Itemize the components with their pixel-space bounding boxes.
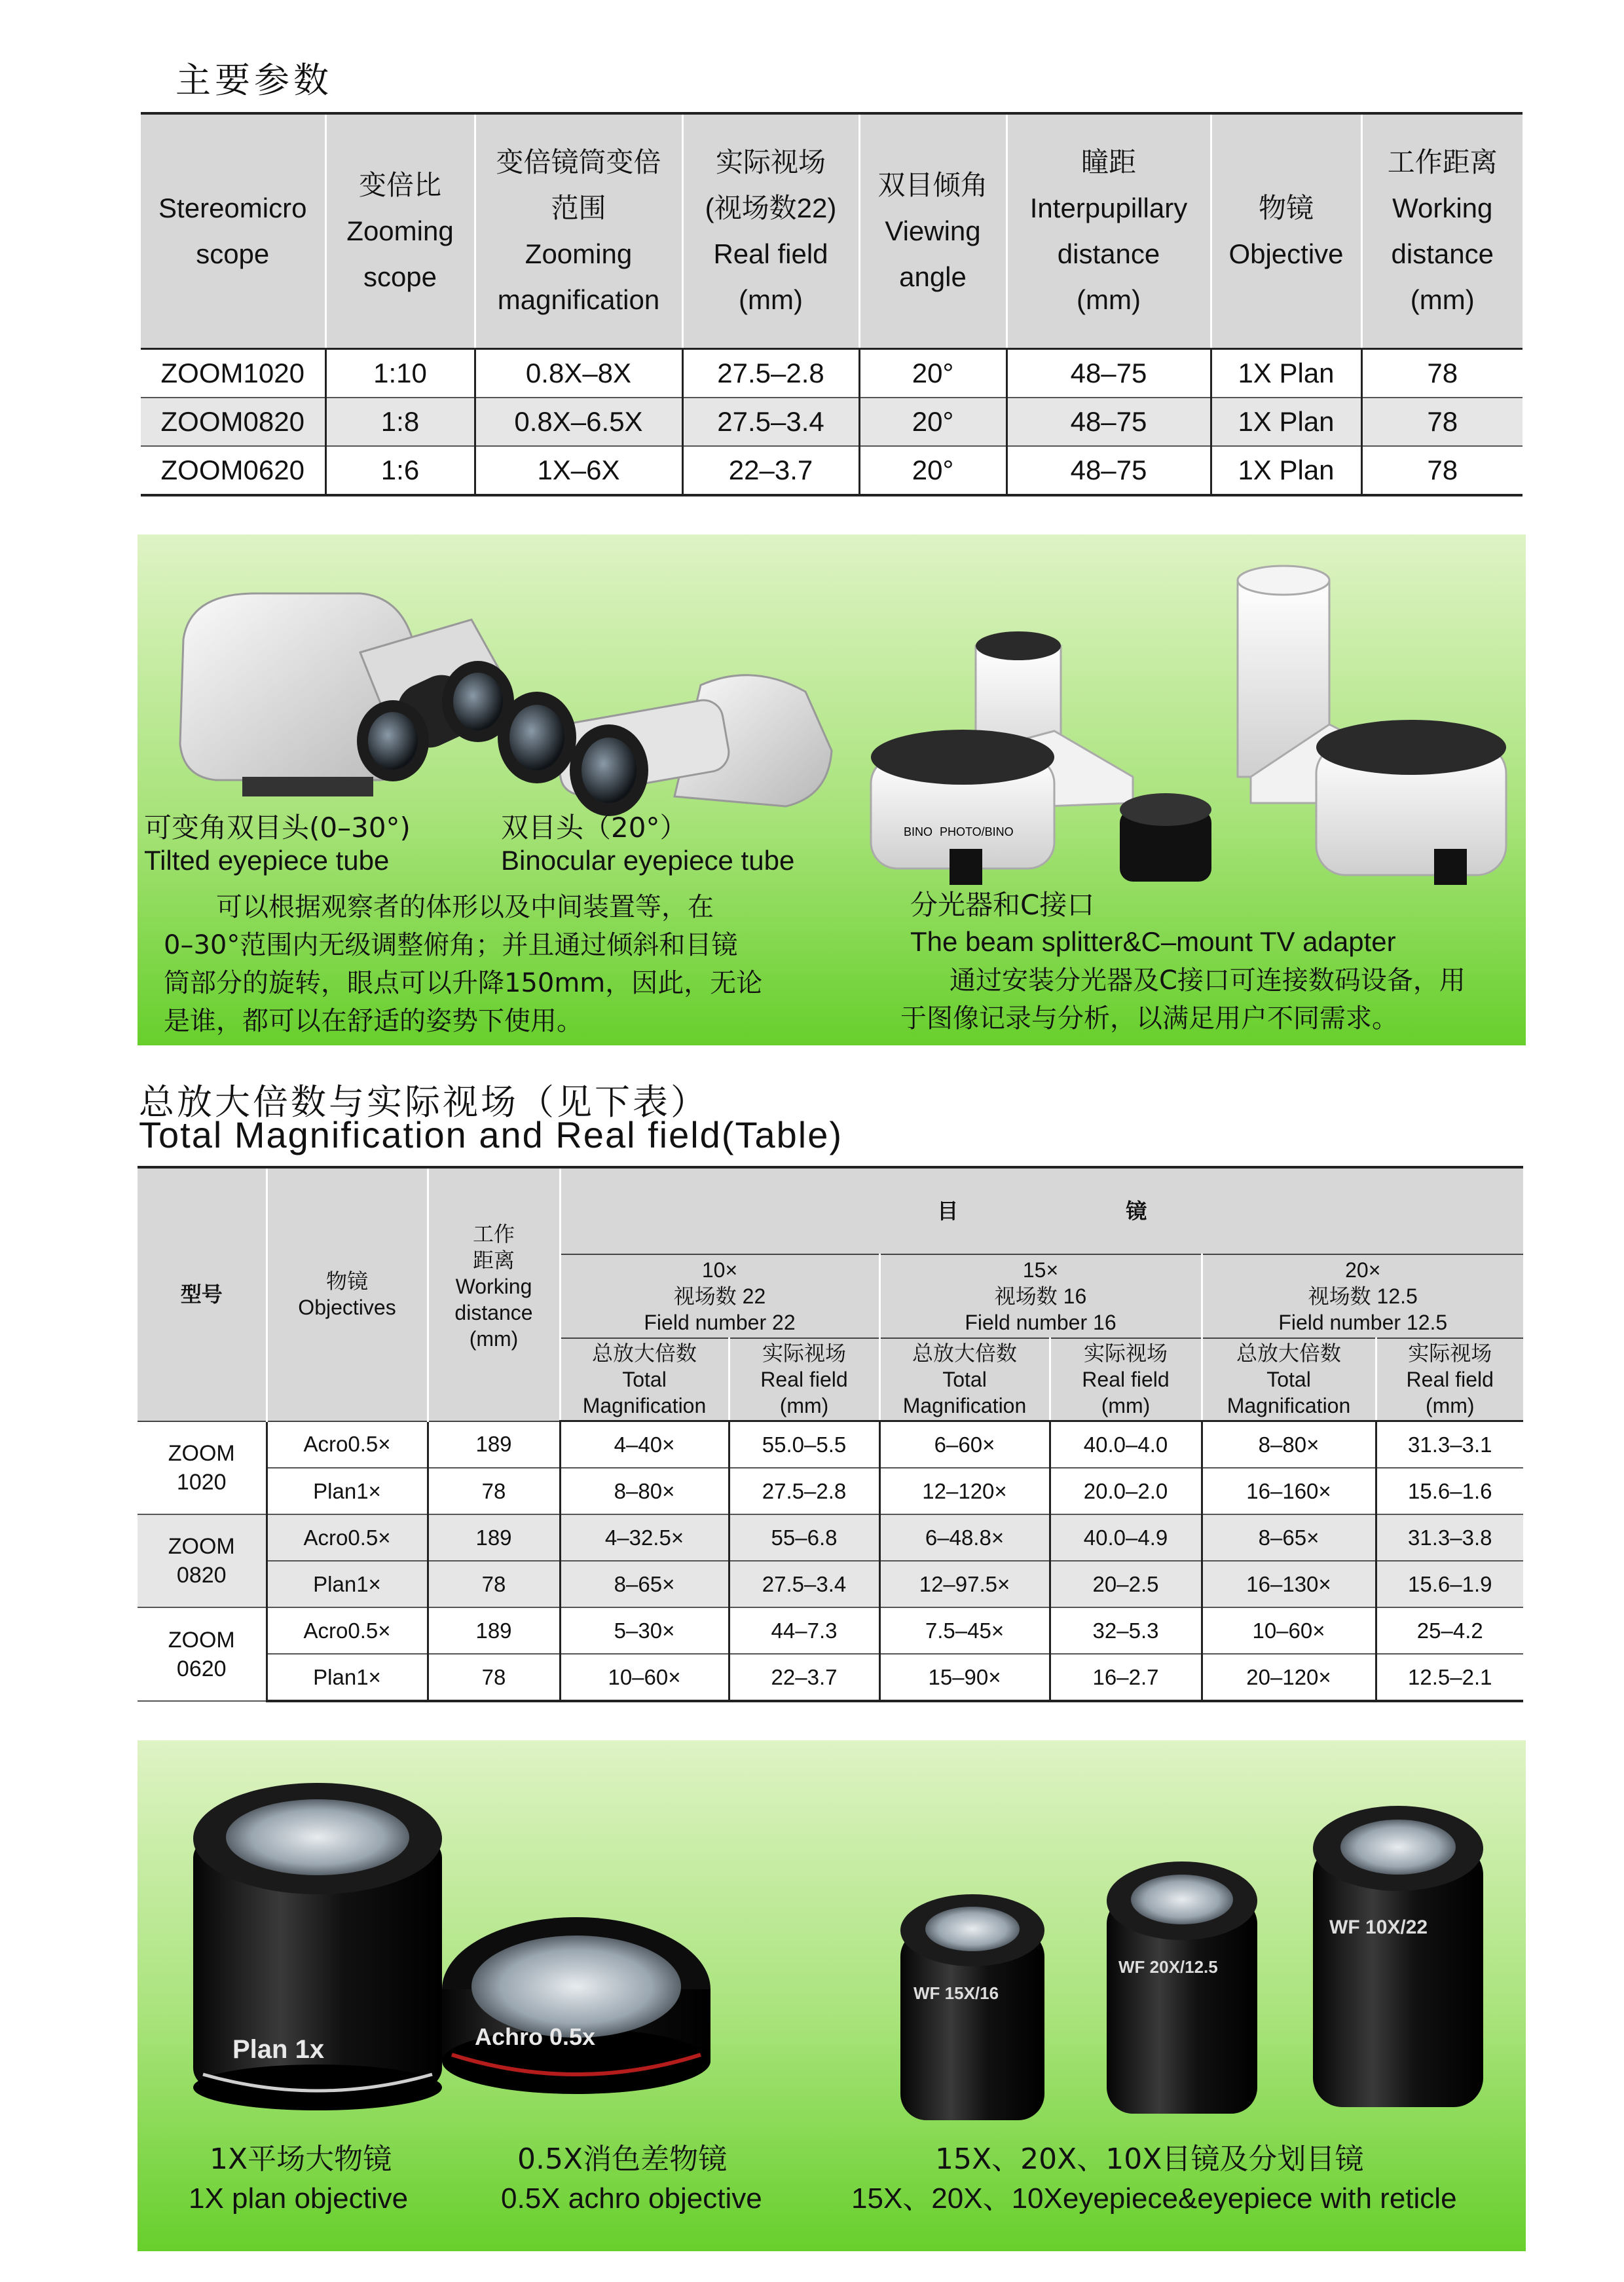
spec-header-5-en: Interpupillary distance (mm) <box>1029 193 1188 315</box>
eyepiece-mag: 10× <box>701 1258 738 1282</box>
mag-cell: 15.6–1.6 <box>1376 1468 1523 1514</box>
achro-objective-caption-en: 0.5X achro objective <box>501 2182 762 2215</box>
mag-cell: 189 <box>428 1421 560 1468</box>
splitter-title-cn: 分光器和C接口 <box>910 889 1095 921</box>
mag-cell: 8–80× <box>1202 1421 1376 1468</box>
spec-cell: 27.5–3.4 <box>682 398 859 446</box>
mag-cell: 31.3–3.1 <box>1376 1421 1523 1468</box>
mag-header-eyepiece: 目 镜 <box>560 1167 1523 1254</box>
mag-row <box>138 1654 1523 1701</box>
tilted-tube-title-en: Tilted eyepiece tube <box>144 845 390 876</box>
mag-cell: 10–60× <box>1202 1607 1376 1654</box>
mag-cell: 40.0–4.9 <box>1050 1514 1202 1561</box>
spec-header-6-en: Objective <box>1228 238 1344 269</box>
mag-cell: 40.0–4.0 <box>1050 1421 1202 1468</box>
mag-header-working-en: Working distance (mm) <box>454 1275 533 1351</box>
spec-cell: 78 <box>1361 446 1522 495</box>
mag-cell: 27.5–3.4 <box>729 1561 879 1607</box>
eyepiece-15x-image <box>900 1894 1044 2120</box>
spec-cell: 78 <box>1361 398 1522 446</box>
eyepiece-field-en: Field number 12.5 <box>1278 1311 1448 1334</box>
mag-header-working <box>428 1167 560 1421</box>
mag-row <box>138 1561 1523 1607</box>
mag-cell: 12–120× <box>879 1468 1050 1514</box>
eyepiece-header-1 <box>879 1254 1202 1338</box>
spec-header-3 <box>682 113 859 349</box>
eyepiece-field-cn: 视场数 12.5 <box>1308 1284 1418 1308</box>
splitter-desc-line-1: 通过安装分光器及C接口可连接数码设备，用 <box>950 965 1466 996</box>
spec-header-7 <box>1361 113 1522 349</box>
mag-cell: 55–6.8 <box>729 1514 879 1561</box>
spec-header-2 <box>475 113 682 349</box>
mag-subheader-sub_total <box>560 1338 729 1421</box>
spec-header-3-cn: 实际视场 (视场数22) <box>705 147 837 223</box>
mag-header-working-cn: 工作 距离 <box>472 1222 515 1272</box>
mag-cell: 55.0–5.5 <box>729 1421 879 1468</box>
spec-header-7-cn: 工作距离 <box>1387 147 1498 178</box>
eyepieces-caption-cn: 15X、20X、10X目镜及分划目镜 <box>935 2142 1364 2176</box>
spec-cell: 1:6 <box>325 446 475 495</box>
spec-header-1-en: Zooming scope <box>346 215 454 292</box>
mag-subheader-sub_real <box>1376 1338 1523 1421</box>
binocular-tube-title-en: Binocular eyepiece tube <box>501 845 795 876</box>
mag-cell: 7.5–45× <box>879 1607 1050 1654</box>
splitter-title-en: The beam splitter&C–mount TV adapter <box>910 926 1396 957</box>
mag-cell: Acro0.5× <box>267 1514 428 1561</box>
mag-model-cell: ZOOM 1020 <box>138 1421 267 1515</box>
section-title-main-params: 主要参数 <box>175 60 333 101</box>
spec-cell: 78 <box>1361 349 1522 398</box>
mag-cell: 16–160× <box>1202 1468 1376 1514</box>
mag-cell: Plan1× <box>267 1561 428 1607</box>
mag-header-objectives <box>267 1167 428 1421</box>
tube-desc-line-4: 是谁，都可以在舒适的姿势下使用。 <box>164 1006 583 1036</box>
section-title-magnification-cn: 总放大倍数与实际视场（见下表） <box>139 1081 709 1123</box>
spec-header-4-en: Viewing angle <box>885 215 981 292</box>
bino-label: BINO <box>904 825 933 838</box>
spec-cell: 22–3.7 <box>682 446 859 495</box>
spec-cell: 1:8 <box>325 398 475 446</box>
spec-row <box>141 446 1522 495</box>
mag-subheader-en: Total Magnification <box>582 1368 707 1417</box>
spec-header-6 <box>1211 113 1361 349</box>
mag-header-objectives-en: Objectives <box>298 1296 396 1320</box>
mag-subheader-cn: 实际视场 <box>1083 1341 1168 1365</box>
mag-cell: 16–2.7 <box>1050 1654 1202 1701</box>
mag-cell: 78 <box>428 1468 560 1514</box>
mag-subheader-en: Real field (mm) <box>1406 1368 1494 1417</box>
mag-subheader-en: Total Magnification <box>1227 1368 1351 1417</box>
binocular-tube-title-cn: 双目头（20°） <box>501 812 688 844</box>
mag-subheader-cn: 总放大倍数 <box>1236 1341 1341 1365</box>
spec-header-3-en: Real field (mm) <box>713 238 828 315</box>
mag-cell: 189 <box>428 1607 560 1654</box>
mag-cell: 78 <box>428 1654 560 1701</box>
mag-cell: 15–90× <box>879 1654 1050 1701</box>
mag-cell: 4–32.5× <box>560 1514 729 1561</box>
mag-cell: 31.3–3.8 <box>1376 1514 1523 1561</box>
spec-cell: 48–75 <box>1006 446 1211 495</box>
spec-header-6-cn: 物镜 <box>1258 193 1314 223</box>
mag-cell: 20.0–2.0 <box>1050 1468 1202 1514</box>
spec-cell: 0.8X–8X <box>475 349 682 398</box>
mag-subheader-cn: 总放大倍数 <box>912 1341 1017 1365</box>
mag-subheader-en: Total Magnification <box>902 1368 1027 1417</box>
spec-header-1 <box>325 113 475 349</box>
eyepiece-10x-image <box>1313 1806 1483 2107</box>
mag-cell: 6–60× <box>879 1421 1050 1468</box>
spec-cell: 1X Plan <box>1211 446 1361 495</box>
eyepiece-15x-engraving: WF 15X/16 <box>913 1983 999 2003</box>
spec-cell: 20° <box>859 349 1006 398</box>
objective-eyepiece-images <box>177 1767 1486 2133</box>
spec-header-5 <box>1006 113 1211 349</box>
mag-cell: 8–80× <box>560 1468 729 1514</box>
eyepiece-field-cn: 视场数 16 <box>994 1284 1087 1308</box>
spec-cell: 20° <box>859 446 1006 495</box>
achro-objective-caption-cn: 0.5X消色差物镜 <box>517 2142 728 2176</box>
eyepiece-20x-engraving: WF 20X/12.5 <box>1118 1957 1218 1977</box>
mag-subheader-sub_real <box>1050 1338 1202 1421</box>
spec-header-4 <box>859 113 1006 349</box>
mag-cell: 32–5.3 <box>1050 1607 1202 1654</box>
achro-objective-image <box>442 1917 710 2094</box>
mag-cell: 20–2.5 <box>1050 1561 1202 1607</box>
spec-cell: 48–75 <box>1006 349 1211 398</box>
mag-cell: 10–60× <box>560 1654 729 1701</box>
mag-subheader-en: Real field (mm) <box>760 1368 848 1417</box>
spec-header-1-cn: 变倍比 <box>358 170 441 200</box>
mag-cell: 6–48.8× <box>879 1514 1050 1561</box>
mag-row <box>138 1421 1523 1468</box>
plan-objective-caption-en: 1X plan objective <box>189 2182 409 2215</box>
mag-cell: 20–120× <box>1202 1654 1376 1701</box>
plan-objective-caption-cn: 1X平场大物镜 <box>210 2142 392 2176</box>
mag-row <box>138 1514 1523 1561</box>
spec-cell: 1X Plan <box>1211 349 1361 398</box>
spec-header-5-cn: 瞳距 <box>1080 147 1136 178</box>
spec-cell: 1X Plan <box>1211 398 1361 446</box>
spec-table <box>141 112 1522 496</box>
spec-cell: 20° <box>859 398 1006 446</box>
spec-header-0-en: Stereomicro scope <box>158 193 307 269</box>
photo-bino-label: PHOTO/BINO <box>940 825 1014 838</box>
eyepiece-field-en: Field number 22 <box>644 1311 796 1334</box>
mag-model-cell: ZOOM 0620 <box>138 1607 267 1701</box>
spec-cell: 48–75 <box>1006 398 1211 446</box>
spec-cell: 0.8X–6.5X <box>475 398 682 446</box>
mag-cell: 78 <box>428 1561 560 1607</box>
spec-header-0 <box>141 113 325 349</box>
mag-cell: 44–7.3 <box>729 1607 879 1654</box>
spec-cell: ZOOM0820 <box>141 398 325 446</box>
eyepiece-20x-image <box>1107 1861 1257 2114</box>
objective-eyepiece-panel <box>138 1740 1526 2251</box>
spec-header-7-en: Working distance (mm) <box>1391 193 1494 315</box>
eyepiece-tube-panel <box>138 534 1526 1045</box>
tube-desc-line-3: 筒部分的旋转，眼点可以升降150mm，因此，无论 <box>164 968 763 998</box>
mag-header-model: 型号 <box>138 1167 267 1421</box>
achro-engraving: Achro 0.5x <box>475 2023 596 2050</box>
eyepiece-header-2 <box>1202 1254 1523 1338</box>
mag-row <box>138 1607 1523 1654</box>
magnification-table <box>138 1166 1523 1702</box>
mag-subheader-sub_total <box>1202 1338 1376 1421</box>
mag-subheader-cn: 总放大倍数 <box>591 1341 697 1365</box>
mag-cell: 4–40× <box>560 1421 729 1468</box>
mag-subheader-cn: 实际视场 <box>762 1341 846 1365</box>
splitter-desc-line-2: 于图像记录与分析，以满足用户不同需求。 <box>900 1003 1398 1034</box>
spec-cell: 1X–6X <box>475 446 682 495</box>
mag-cell: Acro0.5× <box>267 1421 428 1468</box>
mag-cell: 22–3.7 <box>729 1654 879 1701</box>
eyepiece-mag: 15× <box>1022 1258 1059 1282</box>
mag-cell: 8–65× <box>560 1561 729 1607</box>
mag-cell: Plan1× <box>267 1468 428 1514</box>
spec-cell: ZOOM0620 <box>141 446 325 495</box>
spec-cell: ZOOM1020 <box>141 349 325 398</box>
mag-subheader-sub_real <box>729 1338 879 1421</box>
tube-desc-line-2: 0–30°范围内无级调整俯角；并且通过倾斜和目镜 <box>164 930 738 960</box>
eyepiece-field-en: Field number 16 <box>965 1311 1116 1334</box>
spec-header-4-cn: 双目倾角 <box>877 170 988 200</box>
mag-cell: 16–130× <box>1202 1561 1376 1607</box>
spec-cell: 1:10 <box>325 349 475 398</box>
eyepiece-10x-engraving: WF 10X/22 <box>1329 1917 1428 1938</box>
spec-header-2-cn: 变倍镜筒变倍 范围 <box>496 147 661 223</box>
mag-subheader-sub_total <box>879 1338 1050 1421</box>
mag-cell: 189 <box>428 1514 560 1561</box>
mag-subheader-cn: 实际视场 <box>1408 1341 1492 1365</box>
mag-cell: Plan1× <box>267 1654 428 1701</box>
spec-cell: 27.5–2.8 <box>682 349 859 398</box>
section-title-magnification-en: Total Magnification and Real field(Table) <box>139 1114 843 1155</box>
tilted-tube-title-cn: 可变角双目头(0–30°) <box>144 812 411 844</box>
mag-cell: 12–97.5× <box>879 1561 1050 1607</box>
mag-subheader-en: Real field (mm) <box>1082 1368 1170 1417</box>
eyepiece-field-cn: 视场数 22 <box>673 1284 766 1308</box>
plan-engraving: Plan 1x <box>232 2035 325 2064</box>
spec-row <box>141 349 1522 398</box>
mag-cell: 15.6–1.9 <box>1376 1561 1523 1607</box>
spec-header-2-en: Zooming magnification <box>497 238 660 315</box>
eyepieces-caption-en: 15X、20X、10Xeyepiece&eyepiece with reticle <box>851 2182 1457 2215</box>
mag-cell: 5–30× <box>560 1607 729 1654</box>
mag-row <box>138 1468 1523 1514</box>
plan-objective-image <box>193 1783 442 2110</box>
tube-desc-line-1: 可以根据观察者的体形以及中间装置等，在 <box>216 892 714 922</box>
mag-cell: 25–4.2 <box>1376 1607 1523 1654</box>
eyepiece-header-0 <box>560 1254 879 1338</box>
mag-model-cell: ZOOM 0820 <box>138 1514 267 1607</box>
eyepiece-mag: 20× <box>1345 1258 1381 1282</box>
mag-header-objectives-cn: 物镜 <box>325 1269 368 1294</box>
mag-cell: 27.5–2.8 <box>729 1468 879 1514</box>
beam-splitter-image <box>858 561 1519 914</box>
mag-cell: 8–65× <box>1202 1514 1376 1561</box>
spec-row <box>141 398 1522 446</box>
mag-cell: Acro0.5× <box>267 1607 428 1654</box>
mag-cell: 12.5–2.1 <box>1376 1654 1523 1701</box>
